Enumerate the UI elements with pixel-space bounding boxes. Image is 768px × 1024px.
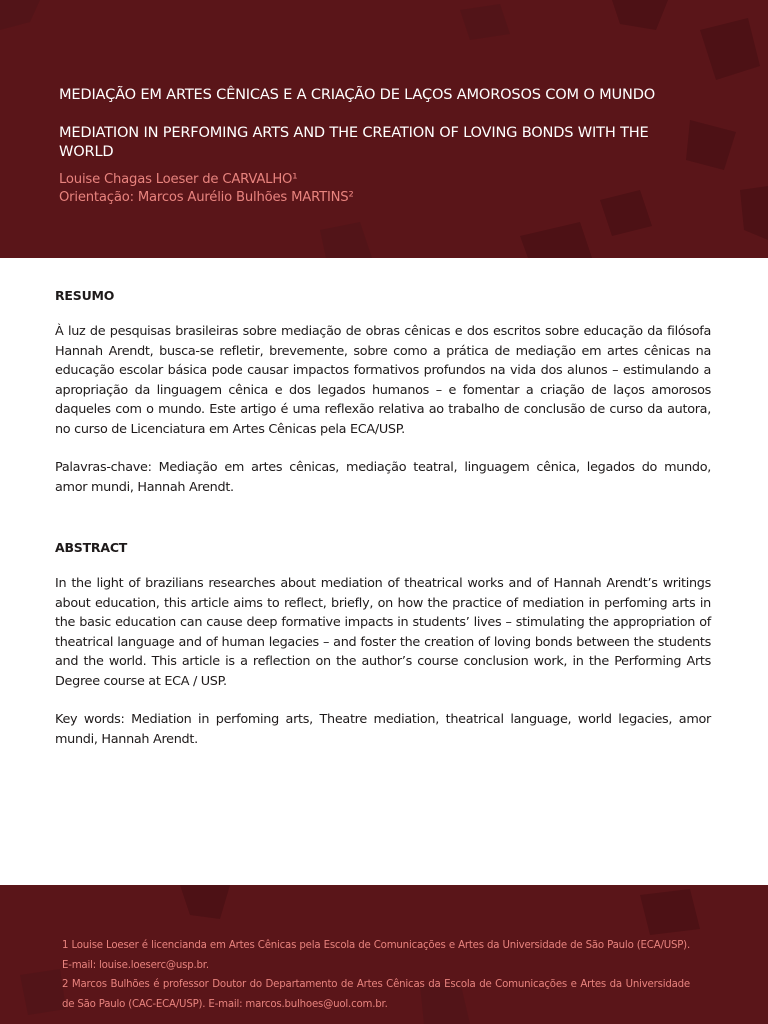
author-name: Louise Chagas Loeser de CARVALHO¹ [59, 172, 298, 187]
resumo-heading: RESUMO [55, 288, 115, 303]
resumo-text: À luz de pesquisas brasileiras sobre mediação de obras cênicas e dos escritos sobre educação da filósofa Hannah Arendt, busca-se refletir, brevemente, sobre como a prática de mediação em artes cênicas na educação escolar básica pode causar impactos formativos profundos na vida dos alunos – estimulando a apropriação da linguagem cênica e dos legados humanos – e fomentar a criação de laços amorosos daqueles com o mundo. Este artigo é uma reflexão relativa ao trabalho de conclusão de curso da autora, no curso de Licenciatura em Artes Cênicas pela ECA/USP. [55, 324, 711, 437]
abstract-keywords: Key words: Mediation in perfoming arts, Theatre mediation, theatrical language, world legacies, amor mundi, Hannah Arendt. [55, 712, 711, 747]
advisor-name: Orientação: Marcos Aurélio Bulhões MARTINS² [59, 190, 354, 205]
resumo-keywords: Palavras-chave: Mediação em artes cênicas, mediação teatral, linguagem cênica, legados do mundo, amor mundi, Hannah Arendt. [55, 460, 711, 495]
header-band [0, 0, 768, 258]
title-portuguese: MEDIAÇÃO EM ARTES CÊNICAS E A CRIAÇÃO DE LAÇOS AMOROSOS COM O MUNDO [59, 86, 656, 103]
footnote-1: 1 Louise Loeser é licencianda em Artes Cênicas pela Escola de Comunicações e Artes da Universidade de São Paulo (ECA/USP). E-mail: louise.loeserc@usp.br. [62, 940, 690, 971]
title-english: MEDIATION IN PERFOMING ARTS AND THE CREATION OF LOVING BONDS WITH THE WORLD [59, 124, 649, 160]
footnote-2: 2 Marcos Bulhões é professor Doutor do Departamento de Artes Cênicas da Escola de Comunicações e Artes da Universidade de São Paulo (CAC-ECA/USP). E-mail: marcos.bulhoes@uol.com.br. [62, 979, 690, 1010]
abstract-text: In the light of brazilians researches about mediation of theatrical works and of Hannah Arendt’s writings about education, this article aims to reflect, briefly, on how the practice of mediation in perfoming arts in the basic education can cause deep formative impacts in students’ lives – stimulating the appropriation of theatrical language and of human legacies – and foster the creation of loving bonds between the students and the world. This article is a reflection on the author’s course conclusion work, in the Performing Arts Degree course at ECA / USP. [55, 576, 711, 689]
footer-band [0, 885, 768, 1024]
abstract-heading: ABSTRACT [55, 540, 128, 555]
article-body [55, 287, 711, 749]
